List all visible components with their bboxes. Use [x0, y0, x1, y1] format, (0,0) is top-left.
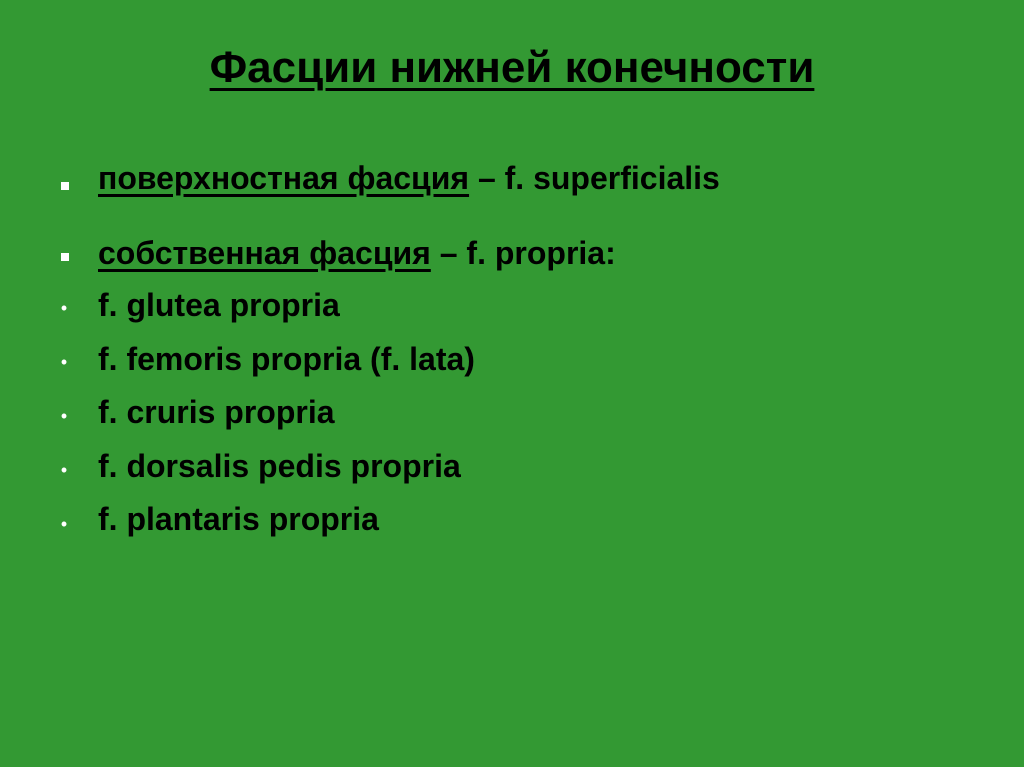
sub-item: f. femoris propria (f. lata): [98, 341, 475, 377]
slide-title-text: Фасции нижней конечности: [209, 43, 815, 92]
main-item-superficial-fascia: [98, 158, 720, 198]
dot-bullet-icon: •: [60, 298, 68, 318]
main-item-latin: – f. superficialis: [469, 160, 720, 196]
sub-item: f. plantaris propria: [98, 501, 379, 537]
sub-item: f. glutea propria: [98, 287, 340, 323]
square-bullet-icon: [61, 253, 69, 261]
sub-item: f. cruris propria: [98, 394, 335, 430]
dot-bullet-icon: •: [60, 406, 68, 426]
main-item-proper-fascia: [98, 233, 616, 273]
main-item-term: поверхностная фасция: [98, 160, 470, 196]
dot-bullet-icon: •: [60, 460, 68, 480]
sub-item: f. dorsalis pedis propria: [98, 448, 461, 484]
main-item-latin: – f. propria:: [430, 235, 616, 271]
main-item-term: собственная фасция: [98, 235, 431, 271]
dot-bullet-icon: •: [60, 514, 68, 534]
dot-bullet-icon: •: [60, 352, 68, 372]
square-bullet-icon: [61, 182, 69, 190]
slide-title: [0, 38, 1024, 98]
